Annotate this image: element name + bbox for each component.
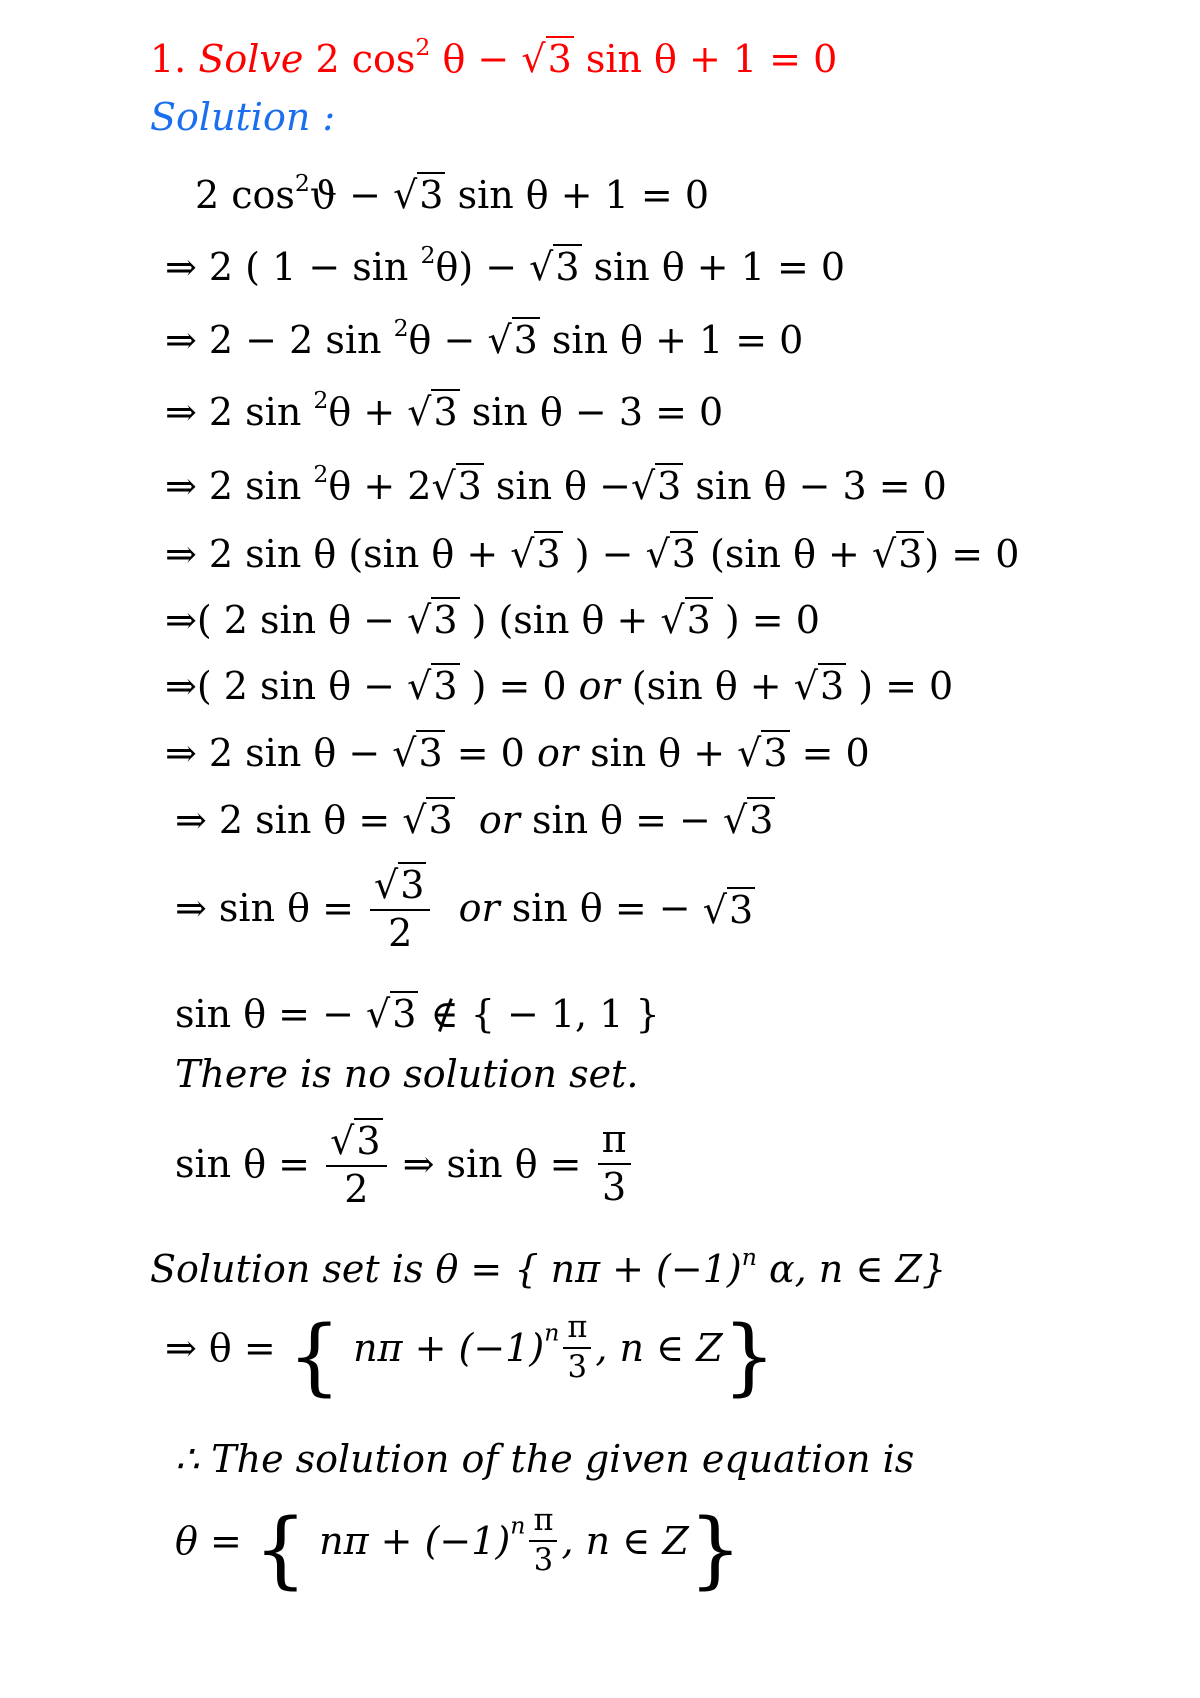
no-solution-text: There is no solution set. (175, 1052, 639, 1096)
step-line: ⇒ 2 sin $^2$θ + √3 sin θ − 3 = 0 (165, 386, 724, 434)
fraction: $\frac{√3}{2}$ (326, 1118, 386, 1210)
step-line: ⇒ 2 sin θ = √3 or sin θ = − √3 (175, 798, 774, 842)
step-line: Solution set is θ = { $n\pi + (-1)^n$ α, n ∈ Z} (150, 1243, 947, 1291)
solution-heading: Solution : (150, 95, 336, 139)
step-line: ⇒ 2 sin θ (sin θ + √3 ) − √3 (sin θ + √3) = 0 (165, 532, 1020, 576)
step-line: sin θ = − √3 ∉ { − 1, 1 } (175, 992, 660, 1036)
fraction: $\frac{√3}{2}$ (370, 862, 430, 954)
fraction: $\frac{\pi}{3}$ (563, 1312, 591, 1384)
step-line: ⇒ 2 ( 1 − sin $^2$θ) − √3 sin θ + 1 = 0 (165, 241, 846, 289)
problem-statement (150, 33, 838, 81)
final-answer: θ = { $n\pi + (-1)^n$ $\frac{\pi}{3}$ , n ∈ Z} (175, 1500, 742, 1598)
step-line: ⇒( 2 sin θ − √3 ) (sin θ + √3 ) = 0 (165, 598, 820, 642)
step-line: ⇒( 2 sin θ − √3 ) = 0 or (sin θ + √3 ) = 0 (165, 664, 954, 708)
step-line: ⇒ 2 − 2 sin $^2$θ − √3 sin θ + 1 = 0 (165, 314, 804, 362)
problem-equation: 2 $\cos^2 \theta - √3$ sin θ + 1 = 0 (315, 33, 838, 81)
problem-number: 1. (150, 37, 187, 81)
conclusion-text: ∴ The solution of the given equation is (175, 1437, 915, 1481)
fraction: $\frac{\pi}{3}$ (598, 1120, 631, 1208)
step-line: ⇒ θ = { $n\pi + (-1)^n$ $\frac{\pi}{3}$ , n ∈ Z} (165, 1307, 776, 1405)
step-line: ⇒ sin θ = $\frac{√3}{2}$ or sin θ = − √3 (175, 863, 754, 955)
step-line: 2 $\cos^2ϑ - √3$ sin θ + 1 = 0 (195, 169, 709, 217)
fraction: $\frac{\pi}{3}$ (529, 1505, 557, 1577)
step-line: sin θ = $\frac{√3}{2}$ ⇒ sin θ = $\frac{\pi}{3}$ (175, 1118, 635, 1210)
step-line: ⇒ 2 sin $^2$θ + 2√3 sin θ −√3 sin θ − 3 = 0 (165, 460, 947, 508)
problem-verb: Solve (198, 37, 304, 81)
step-line: ⇒ 2 sin θ − √3 = 0 or sin θ + √3 = 0 (165, 731, 870, 775)
